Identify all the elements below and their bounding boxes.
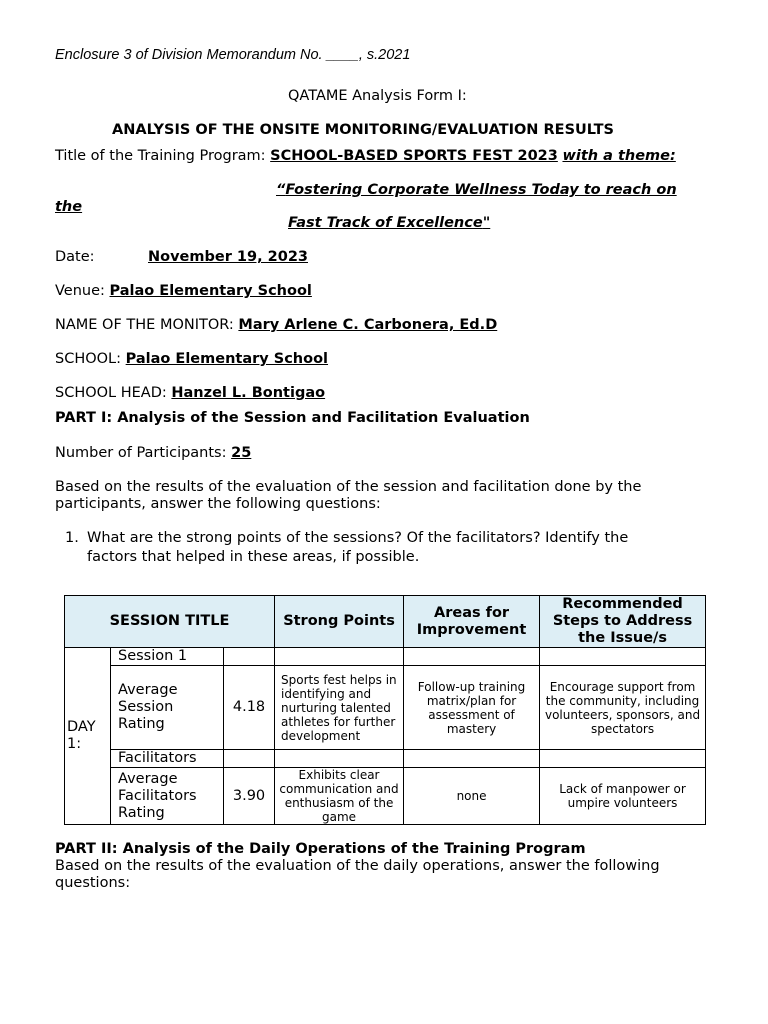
- table-row: [65, 750, 706, 768]
- venue-label: Venue:: [55, 283, 105, 299]
- date-label: Date:: [55, 249, 95, 265]
- header-areas-for-improvement: Areas for Improvement: [404, 596, 540, 648]
- facilitators-areas-for-improvement: none: [404, 768, 540, 825]
- program-line-1: [55, 148, 676, 164]
- facilitators-recommended-steps: Lack of manpower or umpire volunteers: [540, 768, 706, 825]
- evaluation-table: [64, 595, 706, 825]
- part1-title: PART I: Analysis of the Session and Facilitation Evaluation: [55, 410, 530, 426]
- empty-cell: [275, 750, 404, 768]
- empty-cell: [540, 648, 706, 666]
- participants-value: 25: [231, 445, 252, 461]
- form-title: QATAME Analysis Form I:: [288, 88, 467, 104]
- monitor-row: [55, 317, 497, 333]
- school-head-row: [55, 385, 325, 401]
- facilitators-label: Facilitators: [111, 750, 224, 768]
- avg-facilitators-label: Average Facilitators Rating: [111, 768, 224, 825]
- program-label: Title of the Training Program:: [55, 148, 266, 164]
- theme-close-quote: ": [482, 215, 491, 231]
- avg-facilitators-value: 3.90: [224, 768, 275, 825]
- header-strong-points: Strong Points: [275, 596, 404, 648]
- program-name: SCHOOL-BASED SPORTS FEST 2023: [270, 148, 558, 164]
- header-recommended-steps: Recommended Steps to Address the Issue/s: [540, 596, 706, 648]
- part2-intro: Based on the results of the evaluation of the daily operations, answer the following questions:: [55, 858, 660, 891]
- empty-cell: [224, 750, 275, 768]
- empty-cell: [224, 648, 275, 666]
- participants-label: Number of Participants:: [55, 445, 227, 461]
- school-head-label: SCHOOL HEAD:: [55, 385, 167, 401]
- venue-row: [55, 283, 312, 299]
- enclosure-note: Enclosure 3 of Division Memorandum No. ____, s.2021: [55, 47, 411, 63]
- theme-line-2: the: [55, 199, 83, 215]
- theme-text-1: Fostering Corporate Wellness Today to reach on: [285, 182, 677, 198]
- facilitators-strong-points: Exhibits clear communication and enthusiasm of the game: [275, 768, 404, 825]
- school-head-value: Hanzel L. Bontigao: [171, 385, 326, 401]
- table-row: [65, 666, 706, 750]
- session-recommended-steps: Encourage support from the community, including volunteers, sponsors, and spectators: [540, 666, 706, 750]
- session-label: Session 1: [111, 648, 224, 666]
- header-session-title: SESSION TITLE: [65, 596, 275, 648]
- avg-session-label: Average Session Rating: [111, 666, 224, 750]
- program-with-theme: with a theme:: [562, 148, 676, 164]
- empty-cell: [540, 750, 706, 768]
- venue-value: Palao Elementary School: [109, 283, 312, 299]
- question-text: What are the strong points of the sessions? Of the facilitators? Identify the factors that helped in these areas, if possible.: [87, 530, 629, 565]
- date-value: November 19, 2023: [148, 249, 308, 265]
- theme-text-3: Fast Track of Excellence: [288, 215, 483, 231]
- monitor-label: NAME OF THE MONITOR:: [55, 317, 234, 333]
- session-strong-points: Sports fest helps in identifying and nurturing talented athletes for further development: [275, 666, 404, 750]
- document-heading: ANALYSIS OF THE ONSITE MONITORING/EVALUATION RESULTS: [112, 122, 614, 138]
- empty-cell: [404, 750, 540, 768]
- empty-cell: [275, 648, 404, 666]
- table-row: [65, 768, 706, 825]
- part2-title: PART II: Analysis of the Daily Operations of the Training Program: [55, 841, 586, 857]
- table-header-row: [65, 596, 706, 648]
- participants-row: [55, 445, 251, 461]
- question-number: 1.: [65, 530, 79, 546]
- table-row: [65, 648, 706, 666]
- empty-cell: [404, 648, 540, 666]
- part1-intro: Based on the results of the evaluation of the session and facilitation done by the participants, answer the following questions:: [55, 479, 642, 512]
- school-row: [55, 351, 328, 367]
- school-value: Palao Elementary School: [125, 351, 329, 367]
- monitor-value: Mary Arlene C. Carbonera, Ed.D: [238, 317, 498, 333]
- theme-open-quote: “: [276, 182, 286, 198]
- theme-line-3: [288, 215, 490, 231]
- session-areas-for-improvement: Follow-up training matrix/plan for assessment of mastery: [404, 666, 540, 750]
- day-label: DAY 1:: [65, 648, 111, 825]
- avg-session-value: 4.18: [224, 666, 275, 750]
- theme-line-1: [276, 182, 677, 198]
- school-label: SCHOOL:: [55, 351, 122, 367]
